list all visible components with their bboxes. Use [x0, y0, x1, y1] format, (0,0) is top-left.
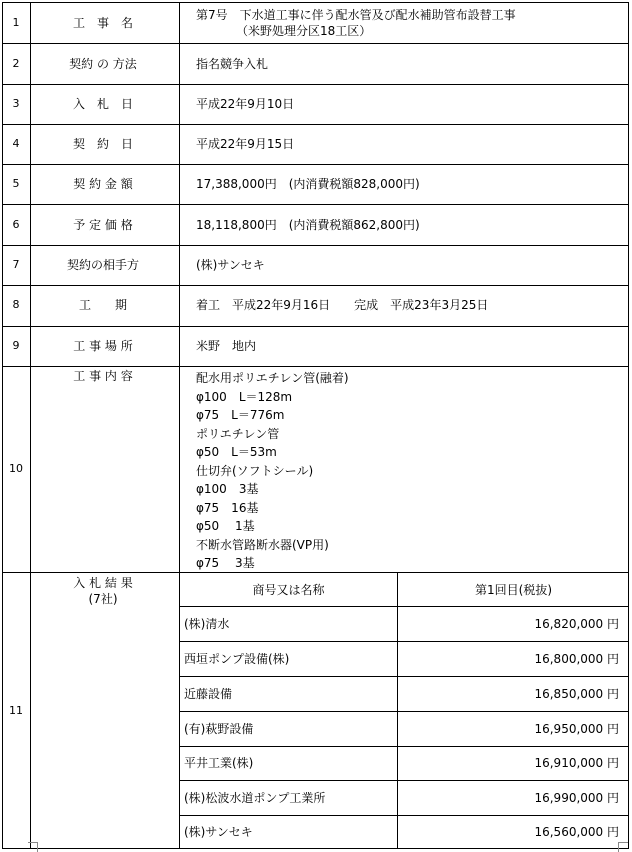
- work-content-line: φ50 1基: [196, 519, 255, 533]
- header-company-name: 商号又は名称: [252, 583, 325, 597]
- bidder-amount: 16,800,000 円: [534, 652, 619, 666]
- bidder-amount: 16,990,000 円: [534, 791, 619, 805]
- crop-mark: [28, 838, 42, 852]
- work-name-line-1: 第7号 下水道工事に伴う配水管及び配水補助管布設替工事: [196, 8, 516, 22]
- bid-date-value: 平成22年9月10日: [196, 97, 295, 111]
- bidder-name: (株)サンセキ: [184, 825, 253, 839]
- row-number: 1: [12, 16, 20, 29]
- work-location-value: 米野 地内: [196, 339, 257, 353]
- work-content-line: ポリエチレン管: [196, 427, 280, 441]
- row-number: 11: [9, 704, 23, 717]
- work-content-line: 不断水管路断水器(VP用): [196, 538, 329, 552]
- label-contractor: 契約の相手方: [66, 258, 139, 272]
- row-number: 7: [12, 258, 20, 271]
- label-bid-date: 入 札 日: [72, 97, 133, 111]
- work-content-line: φ100 L＝128m: [196, 390, 293, 404]
- bidder-name: (株)清水: [184, 617, 230, 631]
- label-work-location: 工 事 場 所: [73, 339, 133, 353]
- row-number: 3: [12, 97, 20, 110]
- work-content-line: φ50 L＝53m: [196, 445, 277, 459]
- construction-period-value: 着工 平成22年9月16日 完成 平成23年3月25日: [196, 298, 489, 312]
- row-number: 4: [12, 137, 20, 150]
- crop-mark: [614, 838, 628, 852]
- row-number: 9: [12, 339, 20, 352]
- work-content-line: φ75 16基: [196, 501, 259, 515]
- bidder-name: 西垣ポンプ設備(株): [184, 652, 290, 666]
- label-work-name: 工 事 名: [72, 16, 133, 30]
- work-content-line: φ100 3基: [196, 482, 259, 496]
- bidder-amount: 16,560,000 円: [534, 825, 619, 839]
- label-estimated-price: 予 定 価 格: [73, 218, 133, 232]
- header-first-round-amount: 第1回目(税抜): [475, 583, 552, 597]
- work-content-line: 配水用ポリエチレン管(融着): [196, 371, 349, 385]
- bidder-amount: 16,850,000 円: [534, 687, 619, 701]
- work-content-line: φ75 L＝776m: [196, 408, 285, 422]
- bidder-amount: 16,950,000 円: [534, 722, 619, 736]
- work-content-line: 仕切弁(ソフトシール): [196, 464, 314, 478]
- bidder-amount: 16,820,000 円: [534, 617, 619, 631]
- estimated-price-value: 18,118,800円 (内消費税額862,800円): [196, 218, 420, 232]
- label-contract-amount: 契 約 金 額: [73, 177, 133, 191]
- work-content-line: φ75 3基: [196, 556, 255, 570]
- label-contract-method: 契約 の 方法: [69, 57, 137, 71]
- work-name-line-2: （米野処理分区18工区）: [236, 24, 372, 38]
- row-number: 10: [9, 462, 23, 475]
- bidder-name: 近藤設備: [184, 687, 233, 701]
- bidder-name: (有)萩野設備: [184, 722, 254, 736]
- contract-method-value: 指名競争入札: [196, 57, 269, 71]
- label-bid-company-count: (7社): [88, 592, 118, 606]
- contract-date-value: 平成22年9月15日: [196, 137, 295, 151]
- label-work-content: 工 事 内 容: [73, 369, 133, 383]
- contract-record-sheet: [2, 2, 629, 849]
- bidder-amount: 16,910,000 円: [534, 756, 619, 770]
- row-number: 6: [12, 218, 20, 231]
- row-number: 2: [12, 57, 20, 70]
- label-bid-results: 入 札 結 果: [73, 576, 133, 590]
- row-number: 5: [12, 177, 20, 190]
- label-construction-period: 工 期: [78, 298, 127, 312]
- contractor-value: (株)サンセキ: [196, 258, 265, 272]
- row-number: 8: [12, 298, 20, 311]
- contract-amount-value: 17,388,000円 (内消費税額828,000円): [196, 177, 420, 191]
- bidder-name: (株)松波水道ポンプ工業所: [184, 791, 326, 805]
- bidder-name: 平井工業(株): [184, 756, 254, 770]
- label-contract-date: 契 約 日: [72, 137, 133, 151]
